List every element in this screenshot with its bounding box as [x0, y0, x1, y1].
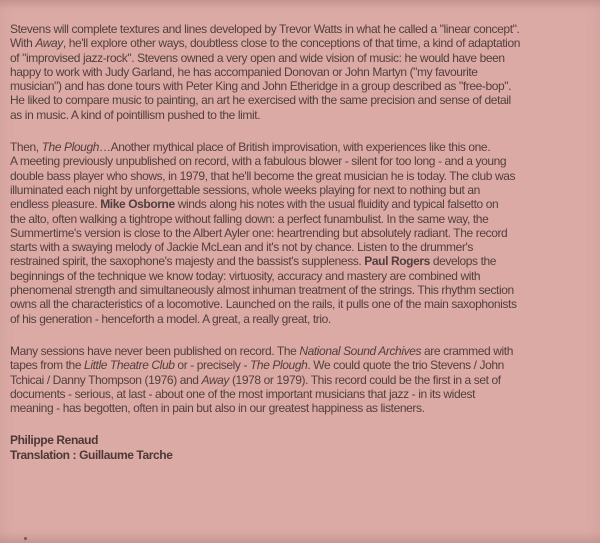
text-line: of "improvised jazz-rock". Stevens owned a very open and wide vision of music: he would have been [10, 50, 505, 65]
text-line: Tchicai / Danny Thompson (1976) and Away (1978 or 1979). This record could be the first in a set of [10, 372, 501, 387]
text-line: starts with a swaying melody of Jackie McLean and it's not by chance. Listen to the drummer's [10, 240, 473, 255]
text-line: illuminated each night by unforgettable sessions, whole weeks playing for next to nothing but an [10, 182, 480, 197]
text-line: A meeting previously unpublished on record, with a fabulous blower - silent for too long - and a young [10, 154, 507, 169]
text-line: musician") and has done tours with Peter King and John Etheridge in a group described as "free-bop". [10, 79, 512, 94]
scan-shadow-top [0, 0, 600, 9]
text-line: documents - serious, at last - about one of the most important musicians that jazz - in its widest [10, 386, 476, 401]
text-line: as in music. A kind of pointillism pushed to the limit. [10, 107, 261, 122]
text-line: double bass player who shows, in 1979, that he'll become the great musician he is today. The club was [10, 168, 516, 183]
text-line: Philippe Renaud [10, 433, 99, 448]
text-line: He liked to compare music to painting, an art he exercised with the same precision and sense of detail [10, 93, 511, 108]
text-line: restrained spirit, the saxophone's majesty and the bassist's suppleness. Paul Rogers develops the [10, 254, 497, 269]
text-line: happy to work with Judy Garland, he has accompanied Donovan or John Martyn ("my favourite [10, 64, 478, 79]
text-line: tapes from the Little Theatre Club or - precisely - The Plough. We could quote the trio Stevens / John [10, 358, 504, 373]
text-line: the alto, often walking a tightrope without falling down: a perfect funambulist. In the same way, the [10, 211, 489, 226]
paragraph-archives [10, 344, 594, 415]
signature [10, 433, 594, 462]
paragraph-stevens [10, 22, 594, 122]
text-line: With Away, he'll explore other ways, doubtless close to the conceptions of that time, a kind of adaptation [10, 36, 520, 51]
text-line: owns all the characteristics of a locomotive. Launched on the rails, it pulls one of the main saxophonists [10, 297, 517, 312]
scan-shadow-bottom [0, 532, 600, 543]
text-line: Summertime's version is close to the Albert Ayler one: heartrending but absolutely radiant. The record [10, 225, 508, 240]
text-line: Many sessions have never been published on record. The National Sound Archives are crammed with [10, 343, 513, 358]
text-line: Stevens will complete textures and lines developed by Trevor Watts in what he called a "linear concept". [10, 22, 520, 36]
text-line: Then, The Plough…Another mythical place of British improvisation, with experiences like this one. [10, 140, 491, 155]
text-line: meaning - has begotten, often in pain but also in our greatest happiness as listeners. [10, 401, 425, 416]
text-line: beginnings of the technique we know today: virtuosity, accuracy and mastery are combined with [10, 268, 481, 283]
scan-artifact-dot [24, 537, 27, 540]
paragraph-the-plough [10, 140, 594, 326]
text-line: of his generation - henceforth a model. A great, a really great, trio. [10, 311, 331, 326]
text-line: phenomenal strength and simultaneously almost inhuman treatment of the strings. This rhythm section [10, 283, 514, 298]
text-line: endless pleasure. Mike Osborne winds along his notes with the usual fluidity and typical falsetto on [10, 197, 499, 212]
text-line: Translation : Guillaume Tarche [10, 447, 173, 462]
liner-notes-text [10, 22, 594, 480]
